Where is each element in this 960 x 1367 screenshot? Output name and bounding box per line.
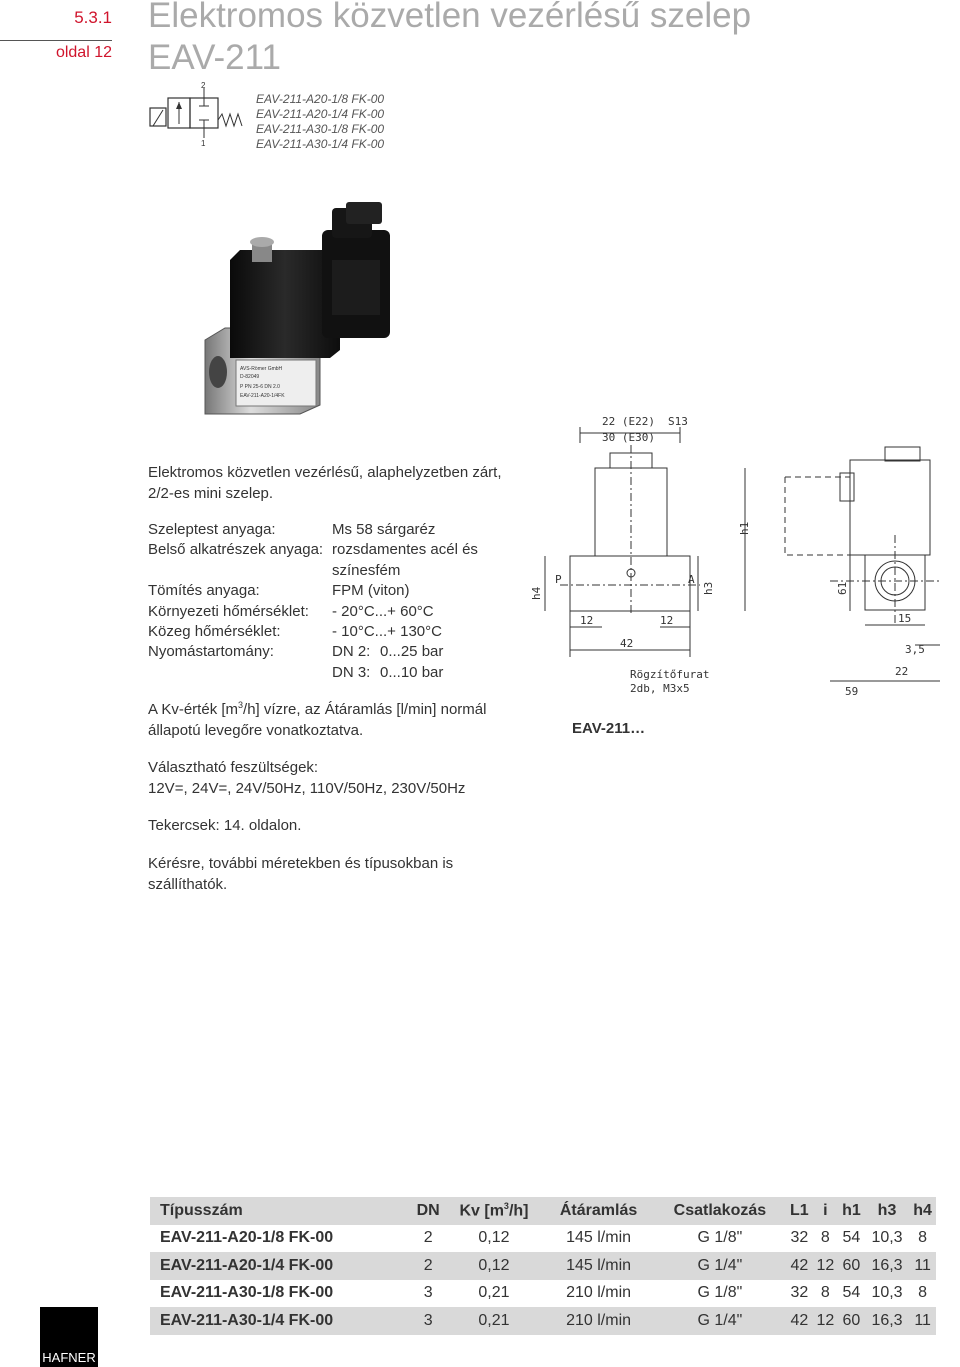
cell-l1: 42 [790,1256,809,1274]
kv-note [148,695,548,741]
table-row [150,1307,936,1335]
cell-h1: 60 [842,1256,861,1274]
valve-symbol-icon [148,80,248,150]
page-title: Elektromos közvetlen vezérlésű szelep [148,0,752,35]
dn-label: DN 3: [332,663,371,681]
col-header: L1 [790,1201,809,1219]
cell-h3: 10,3 [871,1284,903,1302]
spec-label: Belső alkatrészek anyaga: [148,541,324,559]
col-header: i [823,1201,828,1219]
cell-h3: 10,3 [871,1229,903,1247]
cell-dn: 3 [423,1311,433,1329]
spec-label: Közeg hőmérséklet: [148,622,281,640]
col-header: Csatlakozás [673,1201,767,1219]
description-line: 2/2-es mini szelep. [148,485,274,502]
cell-flow: 210 l/min [566,1284,632,1302]
dn-label: DN 2: [332,643,371,661]
drawing-label: EAV-211… [572,720,646,737]
spec-value: - 20°C...+ 60°C [332,602,434,620]
request-line: szállíthatók. [148,876,228,893]
voltage-label: Választható feszültségek: [148,759,319,776]
model-title: EAV-211 [148,38,281,77]
cell-dn: 2 [423,1256,433,1274]
pressure-row [148,663,478,683]
section-number: 5.3.1 [74,8,112,27]
cell-conn: G 1/4" [697,1311,743,1329]
cell-flow: 210 l/min [566,1311,632,1329]
cell-h3: 16,3 [871,1256,903,1274]
spec-row [148,540,478,560]
dn-value: 0...10 bar [380,663,444,681]
variant-list [256,92,384,152]
cell-dn: 2 [423,1229,433,1247]
kv-note-text: /h] vízre, az Átáramlás [l/min] normál [243,701,487,718]
variant-item: EAV-211-A20-1/8 FK-00 [256,92,385,106]
plate-text: D-82049 [240,374,260,380]
spec-label: Szeleptest anyaga: [148,521,276,538]
cell-type: EAV-211-A20-1/4 FK-00 [160,1256,334,1274]
dim-label: 30 (E30) [602,431,655,444]
description [148,462,528,504]
cell-type: EAV-211-A20-1/8 FK-00 [160,1229,334,1247]
dim-label: h3 [702,581,715,595]
plate-text: AVS-Römer GmbH [240,366,283,372]
coils-note: Tekercsek: 14. oldalon. [148,817,302,834]
spec-label: Nyomástartomány: [148,643,274,661]
col-header: h4 [913,1201,932,1219]
cell-i: 8 [820,1284,830,1302]
variant-item: EAV-211-A20-1/4 FK-00 [256,107,385,121]
col-header: Átáramlás [559,1201,638,1219]
spec-value: - 10°C...+ 130°C [332,622,442,640]
cell-h4: 8 [918,1284,928,1302]
cell-l1: 32 [790,1229,809,1247]
cell-conn: G 1/8" [697,1229,743,1247]
cell-type: EAV-211-A30-1/8 FK-00 [160,1284,334,1302]
dim-label: 22 [895,665,909,678]
valve-photo [200,200,420,420]
cell-flow: 145 l/min [566,1229,632,1247]
col-header: Kv $[m^3/h]$ [459,1201,529,1220]
dim-label: 61 [836,581,849,595]
cell-conn: G 1/4" [697,1256,743,1274]
dim-label: 12 [660,614,674,627]
table-row [150,1252,936,1280]
spec-value: rozsdamentes acél és [332,541,478,559]
variant-item: EAV-211-A30-1/4 FK-00 [256,137,385,151]
spec-list [148,520,478,683]
col-header: h3 [877,1201,897,1219]
kv-note-text: A Kv-érték [m [148,701,239,718]
kv-note-text: állapotú levegőre vonatkoztatva. [148,722,364,739]
spec-row [148,520,478,540]
table-header-row [150,1197,936,1225]
cell-kv: 0,12 [478,1256,510,1274]
spec-value: színesfém [332,561,401,579]
dim-label: 59 [845,685,859,698]
cell-h1: 54 [842,1229,861,1247]
cell-h4: 11 [914,1256,931,1274]
logo-text: HAFNER [42,1350,96,1365]
spec-row [148,561,478,581]
plate-text: EAV-211-A20-1/4FK [240,393,285,399]
spec-label: Környezeti hőmérséklet: [148,602,309,620]
request-line: Kérésre, további méretekben és típusokban is [148,855,454,872]
dim-label: h4 [530,586,543,600]
plate-text: P PN 25-6 DN 2.0 [240,384,280,390]
table-row [150,1280,936,1308]
table-row [150,1225,936,1253]
spec-row [148,602,478,622]
cell-i: 8 [820,1229,830,1247]
spec-label: Tömítés anyaga: [148,582,260,600]
cell-h4: 8 [918,1229,928,1247]
cell-conn: G 1/8" [697,1284,743,1302]
spec-value: Ms 58 sárgaréz [332,521,436,538]
cell-i: 12 [816,1256,835,1274]
divider [0,40,112,41]
cell-kv: 0,21 [478,1284,510,1302]
description-line: Elektromos közvetlen vezérlésű, alaphelyzetben zárt, [148,464,502,481]
col-header: DN [416,1201,440,1219]
cell-dn: 3 [423,1284,433,1302]
cell-kv: 0,21 [478,1311,510,1329]
dim-label: P [555,573,562,586]
drawing-note: 2db, M3x5 [630,682,690,695]
dim-label: 22 (E22) [602,415,655,428]
voltage-values: 12V=, 24V=, 24V/50Hz, 110V/50Hz, 230V/50Hz [148,780,466,797]
col-header: h1 [842,1201,861,1219]
cell-type: EAV-211-A30-1/4 FK-00 [160,1311,334,1329]
cell-kv: 0,12 [478,1229,510,1247]
port-label-2: 2 [201,81,206,90]
cell-i: 12 [816,1311,835,1329]
technical-drawing [520,405,950,710]
cell-h1: 60 [842,1311,861,1329]
cell-l1: 42 [790,1311,809,1329]
dim-label: A [688,573,695,586]
col-header: Típusszám [160,1201,243,1219]
dim-label: 15 [898,612,912,625]
dim-label: S13 [668,415,688,428]
dim-label: 42 [620,637,634,650]
cell-l1: 32 [790,1284,809,1302]
request-note [148,853,478,895]
dim-label: h1 [738,521,751,535]
dim-label: 12 [580,614,594,627]
cell-h4: 11 [914,1311,931,1329]
port-label-1: 1 [201,139,206,148]
pressure-row [148,642,478,662]
spec-label [148,561,332,581]
page-number: oldal 12 [55,44,112,61]
drawing-note: Rögzítőfurat [630,668,710,681]
dn-value: 0...25 bar [380,643,444,661]
spec-row [148,622,478,642]
cell-h3: 16,3 [871,1311,903,1329]
hafner-logo [40,1307,98,1367]
variant-item: EAV-211-A30-1/8 FK-00 [256,122,385,136]
kv-note-sup: 3 [238,700,244,710]
cell-h1: 54 [842,1284,861,1302]
spec-row [148,581,478,601]
type-table [150,1197,936,1335]
cell-flow: 145 l/min [566,1256,632,1274]
spec-value: FPM (viton) [332,582,410,600]
dim-label: 3,5 [905,643,925,656]
